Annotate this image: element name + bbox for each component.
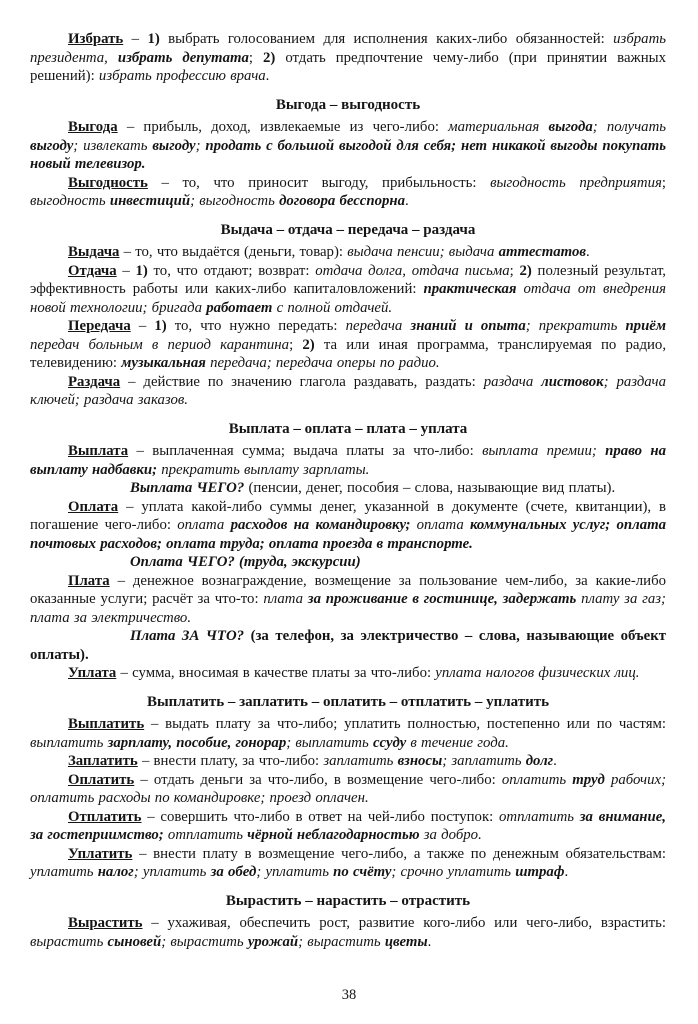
text-run: ; заплатить: [442, 753, 526, 769]
text-run: 2): [302, 336, 315, 353]
dictionary-entry-paragraph: [30, 174, 666, 211]
text-run: Оплата ЧЕГО? (труда, экскурсии): [130, 554, 361, 570]
dictionary-entry-paragraph: [30, 262, 666, 318]
text-run: штраф: [515, 864, 565, 880]
dictionary-entry-paragraph: [30, 498, 666, 554]
text-run: долг: [525, 753, 554, 769]
text-run: та или иная программа, транслируемая по радио, телевидению:: [30, 336, 667, 371]
entry-group-heading: Выгода – выгодность: [275, 96, 421, 113]
text-run: – то, что приносит выгоду, прибыльность:: [147, 174, 491, 191]
text-run: ссуду: [372, 734, 411, 751]
text-run: .: [427, 933, 432, 950]
text-run: в течение года.: [410, 734, 509, 751]
text-run: выгоду: [30, 137, 74, 154]
text-run: .: [553, 753, 557, 769]
headword: Уплатить: [68, 845, 133, 862]
text-run: выдача пенсии; выдача: [347, 244, 499, 260]
text-run: Плата ЗА ЧТО?: [130, 628, 251, 644]
text-run: плата: [263, 591, 308, 607]
text-run: выплатить: [30, 734, 108, 751]
text-run: рабочих; оплатить расходы по командировке; проезд оплачен.: [30, 771, 666, 806]
text-run: –: [130, 318, 155, 334]
text-run: за обед: [210, 864, 257, 880]
headword: Отдача: [68, 262, 117, 279]
text-run: (пенсии, денег, пособия – слова, называющие вид платы).: [248, 480, 616, 496]
text-run: за внимание, за гостеприимство;: [30, 808, 667, 843]
headword: Отплатить: [68, 808, 142, 825]
text-run: избрать депутата: [117, 49, 249, 66]
text-run: выбрать голосованием для исполнения каких-либо обязанностей:: [159, 31, 614, 47]
text-run: отдача от внедрения новой технологии; бригада: [30, 281, 666, 316]
text-run: –: [116, 262, 136, 279]
dictionary-entry-paragraph: [30, 373, 666, 410]
dictionary-entry-paragraph: [30, 752, 666, 771]
text-run: – прибыль, доход, извлекаемые из чего-либо:: [117, 119, 449, 135]
text-run: отплатить: [167, 827, 248, 843]
text-run: 2): [519, 262, 532, 279]
text-run: оплата: [177, 517, 231, 533]
usage-question-line: [30, 553, 666, 572]
text-run: отдать предпочтение чему-либо (при принятии важных решений):: [30, 49, 666, 84]
text-run: – уплата какой-либо суммы денег, указанной в документе (счете, квитанции), в погашение чего-либо:: [30, 498, 666, 533]
text-run: ; уплатить: [133, 864, 211, 880]
text-run: оплата: [416, 517, 470, 533]
headword: Передача: [68, 318, 131, 334]
text-run: цветы: [384, 933, 428, 950]
text-run: отдача долга, отдача письма: [315, 262, 510, 279]
text-run: выгода: [548, 119, 593, 135]
dictionary-entry-paragraph: [30, 715, 666, 752]
headword: Вырастить: [68, 915, 143, 931]
text-run: ; срочно уплатить: [391, 864, 516, 880]
text-run: налог: [97, 864, 134, 880]
text-run: работает: [206, 299, 277, 316]
text-run: – внести плату в возмещение чего-либо, а также по денежным обязательствам:: [132, 845, 666, 862]
text-run: ;: [289, 336, 303, 353]
text-run: аттестатов: [498, 244, 586, 260]
text-run: инвестиций: [109, 193, 191, 209]
text-run: – ухаживая, обеспечить рост, развитие кого-либо или чего-либо, взрастить:: [142, 915, 666, 931]
headword: Выплатить: [68, 716, 145, 732]
text-run: ; выгодность: [190, 193, 280, 209]
text-run: ; вырастить: [161, 933, 248, 950]
text-run: чёрной неблагодарностью: [247, 827, 424, 843]
text-run: – то, что выдаётся (деньги, товар):: [119, 244, 348, 260]
text-run: договора бесспорна: [279, 193, 406, 209]
text-run: с полной отдачей.: [276, 299, 393, 316]
dictionary-entry-paragraph: [30, 572, 666, 628]
text-run: право на выплату надбавки;: [30, 443, 667, 478]
text-run: Выплата ЧЕГО?: [130, 480, 249, 496]
document-body: [30, 30, 666, 951]
dictionary-entry-paragraph: [30, 118, 666, 174]
text-run: заплатить: [323, 753, 398, 769]
dictionary-entry-paragraph: [30, 914, 666, 951]
text-run: – совершить что-либо в ответ на чей-либо поступок:: [141, 808, 499, 825]
text-run: 1): [154, 318, 167, 334]
text-run: ;: [509, 262, 520, 279]
text-run: – выдать плату за что-либо; уплатить полностью, постепенно или по частям:: [144, 716, 666, 732]
dictionary-entry-paragraph: [30, 243, 666, 262]
text-run: урожай: [247, 933, 299, 950]
text-run: – денежное вознаграждение, возмещение за пользование чем-либо, за какие-либо оказанные услуги; расчёт за что-то:: [30, 572, 666, 607]
text-run: листовок: [541, 373, 604, 390]
text-run: выгодность: [30, 193, 110, 209]
text-run: ; прекратить: [525, 318, 626, 334]
text-run: за проживание в гостинице, задержать: [307, 591, 582, 607]
text-run: за добро.: [423, 827, 482, 843]
text-run: избрать президента,: [30, 31, 666, 66]
text-run: расходов на командировку;: [230, 517, 417, 533]
headword: Оплатить: [68, 771, 135, 788]
text-run: музыкальная: [121, 355, 211, 371]
text-run: то, что отдают; возврат:: [147, 262, 316, 279]
text-run: ;: [248, 49, 263, 66]
text-run: –: [123, 31, 148, 47]
text-run: выгоду: [152, 137, 196, 154]
text-run: уплатить: [30, 864, 98, 880]
text-run: отплатить: [499, 808, 580, 825]
text-run: – сумма, вносимая в качестве платы за что-либо:: [116, 665, 436, 681]
dictionary-entry-paragraph: [30, 845, 666, 882]
headword: Выплата: [68, 443, 129, 459]
dictionary-entry-paragraph: [30, 808, 666, 845]
usage-question-line: [30, 479, 666, 498]
text-run: ; вырастить: [298, 933, 385, 950]
text-run: 2): [263, 49, 276, 66]
entry-group-heading: Выдача – отдача – передача – раздача: [220, 221, 476, 238]
dictionary-entry-paragraph: [30, 771, 666, 808]
text-run: оплата почтовых расходов; оплата труда; оплата проезда в транспорте.: [30, 517, 666, 552]
text-run: 1): [135, 262, 148, 279]
text-run: передача: [345, 318, 411, 334]
headword: Выдача: [68, 244, 120, 260]
dictionary-entry-paragraph: [30, 30, 666, 86]
text-run: – выплаченная сумма; выдача платы за что-либо:: [128, 443, 483, 459]
text-run: – действие по значению глагола раздавать, раздать:: [120, 373, 484, 390]
usage-question-line: [30, 627, 666, 664]
text-run: передач больным в период карантина: [30, 336, 290, 353]
text-run: вырастить: [30, 933, 108, 950]
text-run: оплатить: [501, 771, 573, 788]
text-run: ; получать: [592, 119, 667, 135]
text-run: ; уплатить: [256, 864, 334, 880]
text-run: ;: [661, 174, 666, 191]
text-run: избрать профессию врача: [98, 68, 266, 84]
text-run: ;: [195, 137, 206, 154]
text-run: ; выплатить: [286, 734, 373, 751]
text-run: прекратить выплату зарплаты.: [161, 461, 370, 478]
headword: Заплатить: [68, 753, 138, 769]
entry-group-heading: Выплата – оплата – плата – уплата: [228, 420, 468, 437]
text-run: по счёту: [333, 864, 392, 880]
headword: Избрать: [68, 31, 124, 47]
text-run: зарплату, пособие, гонорар: [107, 734, 287, 751]
text-run: знаний и опыта: [410, 318, 526, 334]
headword: Раздача: [68, 373, 121, 390]
text-run: .: [265, 68, 270, 84]
text-run: сыновей: [107, 933, 162, 950]
text-run: .: [564, 864, 569, 880]
text-run: то, что нужно передать:: [166, 318, 346, 334]
text-run: .: [586, 244, 590, 260]
text-run: – отдать деньги за что-либо, в возмещение чего-либо:: [134, 771, 502, 788]
text-run: ; раздача ключей; раздача заказов.: [30, 373, 666, 408]
text-run: продать с большой выгодой для себя; нет никакой выгоды покупать новый телевизор.: [30, 137, 666, 172]
dictionary-entry-paragraph: [30, 442, 666, 479]
text-run: коммунальных услуг;: [470, 517, 617, 533]
text-run: взносы: [397, 753, 443, 769]
headword: Оплата: [68, 498, 119, 515]
text-run: 1): [147, 31, 160, 47]
text-run: (за телефон, за электричество – слова, называющие объект оплаты).: [30, 628, 666, 663]
entry-group-heading: Выплатить – заплатить – оплатить – отплатить – уплатить: [146, 693, 550, 710]
headword: Уплата: [68, 665, 117, 681]
text-run: плату за газ; плата за электричество.: [30, 591, 666, 626]
entry-group-heading: Вырастить – нарастить – отрастить: [225, 892, 471, 909]
dictionary-entry-paragraph: [30, 664, 666, 683]
text-run: практическая: [423, 281, 524, 297]
dictionary-entry-paragraph: [30, 317, 666, 373]
text-run: – внести плату, за что-либо:: [137, 753, 324, 769]
text-run: выплата премии;: [482, 443, 606, 459]
headword: Выгодность: [68, 174, 148, 191]
text-run: .: [405, 193, 409, 209]
text-run: труд: [572, 771, 611, 788]
headword: Плата: [68, 572, 110, 589]
page-number: 38: [341, 987, 357, 1003]
text-run: передача; передача оперы по радио.: [210, 355, 440, 371]
text-run: уплата налогов физических лиц.: [435, 665, 640, 681]
text-run: ; извлекать: [73, 137, 153, 154]
text-run: приём: [625, 318, 666, 334]
text-run: выгодность предприятия: [490, 174, 662, 191]
text-run: раздача: [483, 373, 542, 390]
headword: Выгода: [68, 119, 118, 135]
text-run: полезный результат, эффективность работы или каких-либо капиталовложений:: [30, 262, 667, 297]
text-run: материальная: [448, 119, 549, 135]
